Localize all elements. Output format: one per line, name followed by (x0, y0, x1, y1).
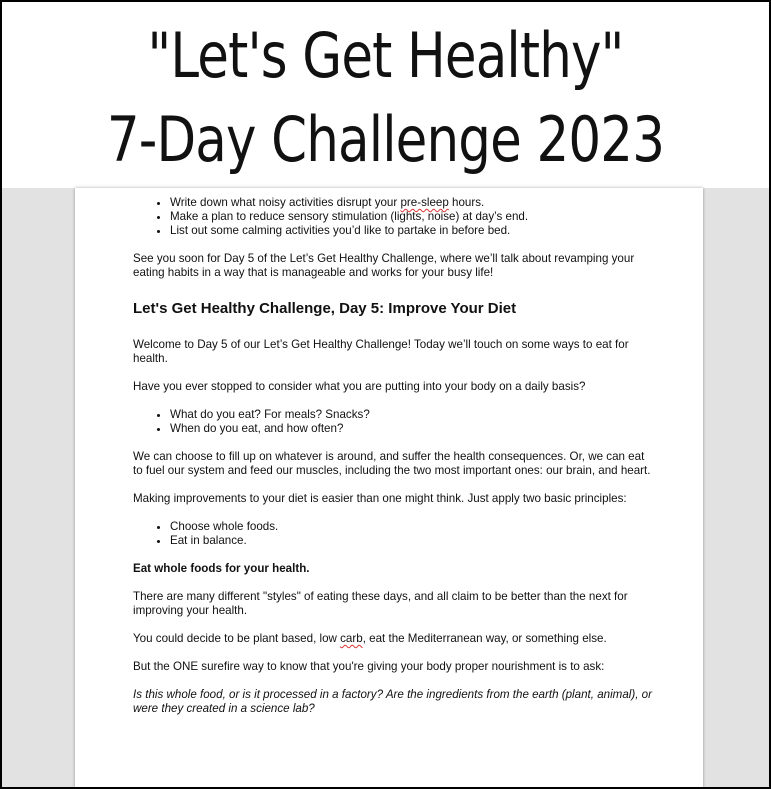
paragraph-styles: There are many different "styles" of eating these days, and all claim to be better than the next for improving your health. (133, 590, 628, 617)
paragraph-plant (133, 632, 653, 646)
bullet-list-principles (133, 520, 653, 548)
title-banner (2, 2, 769, 188)
bullet-list-sleep (133, 196, 653, 238)
list-item: • What do you eat? For meals? Snacks? (170, 408, 653, 422)
paragraph-have-you: Have you ever stopped to consider what you are putting into your body on a daily basis? (133, 380, 586, 393)
misspelled-word[interactable]: carb (340, 632, 363, 645)
paragraph-improve: Making improvements to your diet is easier than one might think. Just apply two basic principles: (133, 492, 627, 505)
paragraph-text: , eat the Mediterranean way, or something else. (362, 632, 607, 645)
list-item: • Eat in balance. (170, 534, 653, 548)
paragraph-text: You could decide to be plant based, low (133, 632, 341, 645)
paragraph-surefire: But the ONE surefire way to know that you're giving your body proper nourishment is to ask: (133, 660, 605, 673)
list-item: • Choose whole foods. (170, 520, 653, 534)
document-body (133, 196, 653, 730)
paragraph-welcome: Welcome to Day 5 of our Let’s Get Healthy Challenge! Today we’ll touch on some ways to eat for health. (133, 338, 629, 365)
misspelled-word[interactable]: pre-sleep (400, 196, 449, 209)
list-item: • List out some calming activities you’d like to partake in before bed. (170, 224, 653, 238)
paragraph-choose: We can choose to fill up on whatever is around, and suffer the health consequences. Or, we can eat to fuel our system and feed our muscles, including the two most important ones: our brain, and heart. (133, 450, 651, 477)
list-item: • When do you eat, and how often? (170, 422, 653, 436)
paragraph-question: Is this whole food, or is it processed in a factory? Are the ingredients from the earth (plant, animal), or were they created in a science lab? (133, 688, 652, 715)
subheading-whole-foods: Eat whole foods for your health. (133, 562, 310, 575)
document-page[interactable] (75, 188, 703, 789)
list-item-text: hours. (448, 196, 485, 209)
bullet-list-questions (133, 408, 653, 436)
list-item-text: Write down what noisy activities disrupt your (170, 196, 401, 209)
banner-title-line-2: 7-Day Challenge 2023 (106, 103, 665, 176)
section-heading: Let's Get Healthy Challenge, Day 5: Improve Your Diet (133, 300, 517, 317)
list-item: • Make a plan to reduce sensory stimulation (lights, noise) at day’s end. (170, 210, 653, 224)
banner-title-line-1: "Let's Get Healthy" (147, 19, 624, 92)
paragraph-see-you: See you soon for Day 5 of the Let’s Get Healthy Challenge, where we’ll talk about revamping your eating habits in a way that is manageable and works for your busy life! (133, 252, 635, 279)
list-item (170, 196, 653, 210)
